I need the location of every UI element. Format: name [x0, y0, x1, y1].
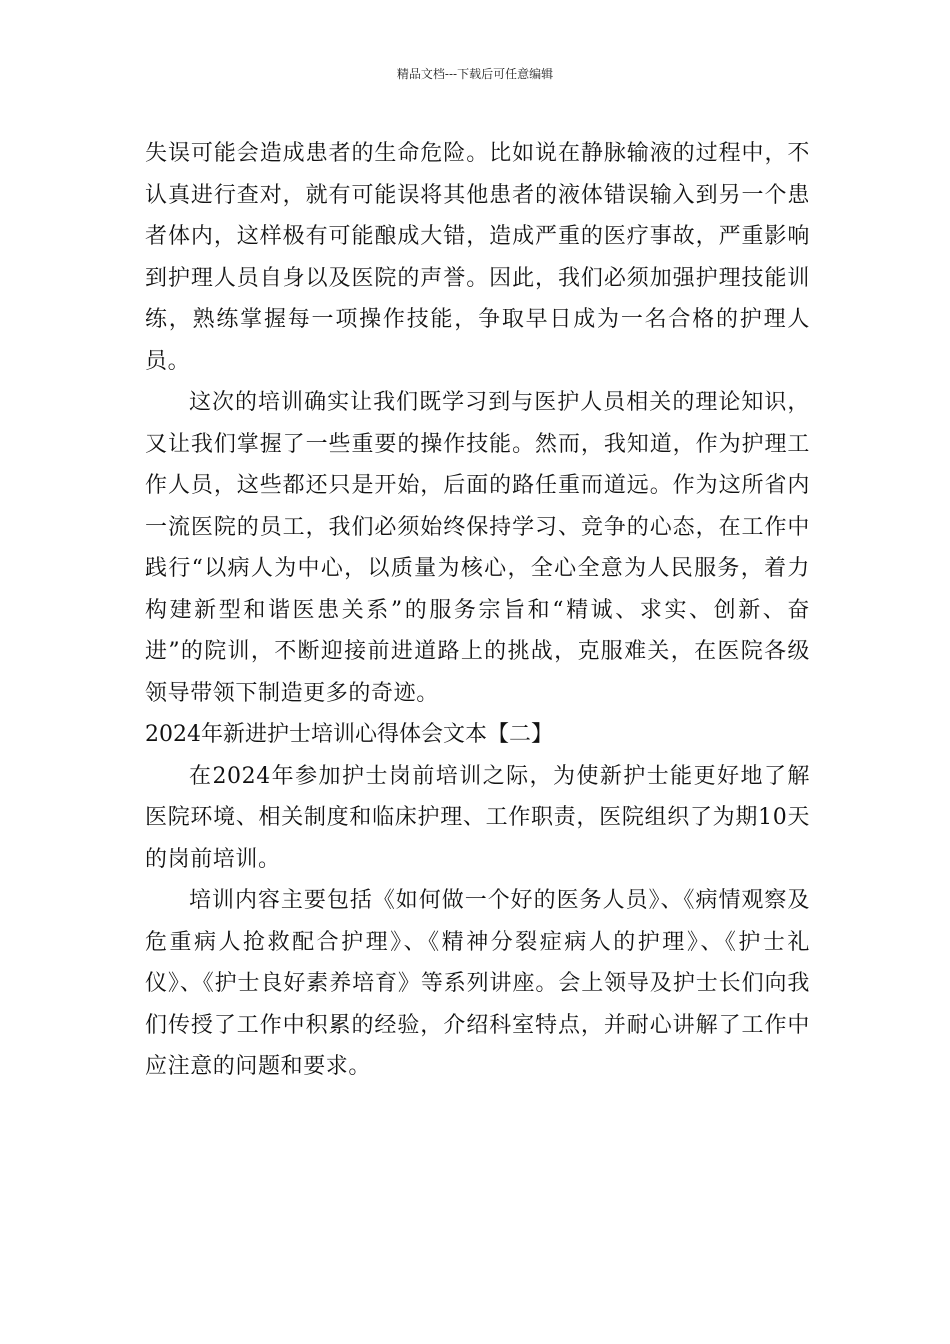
body-paragraph: 在2024年参加护士岗前培训之际，为使新护士能更好地了解医院环境、相关制度和临床护理、工作职责，医院组织了为期10天的岗前培训。 [145, 763, 810, 872]
body-paragraph: 失误可能会造成患者的生命危险。比如说在静脉输液的过程中，不认真进行查对，就有可能误将其他患者的液体错误输入到另一个患者体内，这样极有可能酿成大错，造成严重的医疗事故，严重影响到护理人员自身以及医院的声誉。因此，我们必须加强护理技能训练，熟练掌握每一项操作技能，争取早日成为一名合格的护理人员。 [145, 141, 810, 374]
page-header: 精品文档---下载后可任意编辑 [396, 67, 554, 81]
body-paragraph: 这次的培训确实让我们既学习到与医护人员相关的理论知识，又让我们掌握了一些重要的操作技能。然而，我知道，作为护理工作人员，这些都还只是开始，后面的路任重而道远。作为这所省内一流医院的员工，我们必须始终保持学习、竞争的心态，在工作中践行“以病人为中心，以质量为核心，全心全意为人民服务，着力构建新型和谐医患关系”的服务宗旨和“精诚、求实、创新、奋进”的院训，不断迎接前进道路上的挑战，克服难关，在医院各级领导带领下制造更多的奇迹。 [145, 390, 810, 706]
section-heading: 2024年新进护士培训心得体会文本【二】 [145, 722, 553, 747]
body-paragraph: 培训内容主要包括《如何做一个好的医务人员》、《病情观察及危重病人抢救配合护理》、《精神分裂症病人的护理》、《护士礼仪》、《护士良好素养培育》等系列讲座。会上领导及护士长们向我们传授了工作中积累的经验，介绍科室特点，并耐心讲解了工作中应注意的问题和要求。 [145, 888, 810, 1079]
document-body [145, 133, 810, 1088]
